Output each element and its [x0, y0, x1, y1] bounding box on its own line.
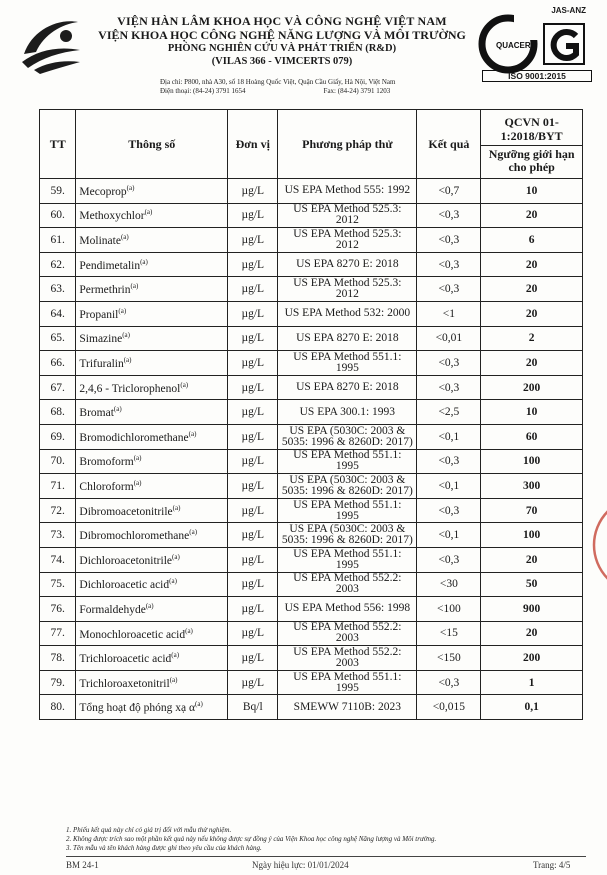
unit: µg/L — [228, 326, 278, 351]
parameter-cell — [76, 498, 228, 523]
parameter-cell — [76, 597, 228, 622]
parameter-name: Dichloroacetonitrile — [79, 554, 173, 567]
result: <0,01 — [417, 326, 481, 351]
parameter-note: (a) — [169, 577, 177, 586]
table-row — [40, 400, 583, 425]
table-row — [40, 621, 583, 646]
jas-anz-label: JAS-ANZ — [551, 6, 586, 15]
table-row — [40, 301, 583, 326]
row-number: 67. — [40, 375, 76, 400]
footnote-2: 2. Không được trích sao một phần kết quả này nếu không được sự đồng ý của Viện Khoa học công nghệ Năng lượng và Môi trường. — [66, 835, 437, 843]
parameter-cell — [76, 252, 228, 277]
parameter-name: Formaldehyde — [79, 603, 146, 616]
parameter-cell — [76, 326, 228, 351]
test-method: US EPA (5030C: 2003 & 5035: 1996 & 8260D: 2017) — [278, 424, 417, 449]
row-number: 59. — [40, 179, 76, 204]
test-method: US EPA Method 552.2: 2003 — [278, 646, 417, 671]
unit: µg/L — [228, 646, 278, 671]
parameter-cell — [76, 179, 228, 204]
table-row — [40, 474, 583, 499]
fax: Fax: (84-24) 3791 1203 — [323, 87, 391, 95]
parameter-note: (a) — [123, 356, 132, 365]
row-number: 75. — [40, 572, 76, 597]
header-tt: TT — [40, 110, 76, 179]
result: <0,1 — [417, 424, 481, 449]
row-number: 68. — [40, 400, 76, 425]
quacert-label: QUACERT — [496, 41, 536, 50]
row-number: 70. — [40, 449, 76, 474]
results-table — [39, 109, 583, 720]
parameter-cell — [76, 621, 228, 646]
iso-label: ISO 9001:2015 — [482, 70, 592, 82]
table-row — [40, 203, 583, 228]
parameter-cell — [76, 547, 228, 572]
limit: 300 — [481, 474, 583, 499]
result: <0,015 — [417, 695, 481, 720]
table-row — [40, 424, 583, 449]
result: <0,3 — [417, 277, 481, 302]
parameter-note: (a) — [180, 380, 189, 389]
limit: 900 — [481, 597, 583, 622]
table-row — [40, 646, 583, 671]
parameter-cell — [76, 449, 228, 474]
table-body — [40, 179, 583, 720]
result: <0,7 — [417, 179, 481, 204]
test-method: US EPA 8270 E: 2018 — [278, 252, 417, 277]
organization-block — [92, 14, 472, 68]
test-method: US EPA 300.1: 1993 — [278, 400, 417, 425]
limit: 0,1 — [481, 695, 583, 720]
limit: 20 — [481, 547, 583, 572]
org-line-1: VIỆN HÀN LÂM KHOA HỌC VÀ CÔNG NGHỆ VIỆT NAM — [117, 14, 447, 28]
table-row — [40, 351, 583, 376]
parameter-name: Trichloroaxetonitril — [79, 677, 170, 690]
limit: 20 — [481, 252, 583, 277]
parameter-note: (a) — [126, 183, 135, 192]
result: <0,3 — [417, 228, 481, 253]
parameter-name: Bromodichloromethane — [79, 431, 189, 444]
parameter-note: (a) — [172, 503, 181, 512]
test-method: US EPA Method 551.1: 1995 — [278, 498, 417, 523]
parameter-name: Permethrin — [79, 284, 131, 297]
certification-logo — [474, 6, 592, 82]
parameter-cell — [76, 424, 228, 449]
test-method: US EPA Method 551.1: 1995 — [278, 351, 417, 376]
unit: µg/L — [228, 252, 278, 277]
parameter-note: (a) — [185, 626, 193, 635]
result: <150 — [417, 646, 481, 671]
unit: µg/L — [228, 179, 278, 204]
result: <2,5 — [417, 400, 481, 425]
parameter-name: Trichloroacetic acid — [79, 652, 172, 665]
result: <0,3 — [417, 449, 481, 474]
unit: µg/L — [228, 449, 278, 474]
row-number: 79. — [40, 670, 76, 695]
parameter-cell — [76, 301, 228, 326]
test-method: US EPA 8270 E: 2018 — [278, 326, 417, 351]
unit: µg/L — [228, 375, 278, 400]
table-row — [40, 326, 583, 351]
quacert-icon — [474, 12, 592, 76]
test-method: US EPA Method 551.1: 1995 — [278, 547, 417, 572]
limit: 10 — [481, 179, 583, 204]
unit: µg/L — [228, 547, 278, 572]
test-method: US EPA Method 551.1: 1995 — [278, 670, 417, 695]
unit: µg/L — [228, 597, 278, 622]
header-limit-standard: QCVN 01-1:2018/BYT — [481, 113, 582, 146]
letterhead — [0, 0, 607, 100]
table-row — [40, 375, 583, 400]
test-method: US EPA Method 525.3: 2012 — [278, 228, 417, 253]
row-number: 63. — [40, 277, 76, 302]
org-line-4: (VILAS 366 - VIMCERTS 079) — [211, 56, 353, 67]
phone: Điện thoại: (84-24) 3791 1654 — [160, 87, 246, 95]
table-row — [40, 547, 583, 572]
parameter-name: Monochloroacetic acid — [79, 628, 186, 641]
unit: µg/L — [228, 228, 278, 253]
page-number: Trang: 4/5 — [533, 860, 571, 870]
unit: µg/L — [228, 670, 278, 695]
table-row — [40, 449, 583, 474]
test-method: US EPA Method 532: 2000 — [278, 301, 417, 326]
limit: 200 — [481, 646, 583, 671]
row-number: 65. — [40, 326, 76, 351]
parameter-name: Pendimetalin — [79, 259, 141, 272]
red-stamp — [590, 490, 607, 600]
limit: 50 — [481, 572, 583, 597]
parameter-cell — [76, 203, 228, 228]
parameter-note: (a) — [189, 528, 198, 537]
result: <0,3 — [417, 203, 481, 228]
parameter-cell — [76, 277, 228, 302]
parameter-name: Molinate — [79, 234, 121, 247]
result: <1 — [417, 301, 481, 326]
parameter-name: Propanil — [79, 308, 119, 321]
parameter-note: (a) — [140, 257, 148, 266]
unit: µg/L — [228, 572, 278, 597]
parameter-cell — [76, 646, 228, 671]
result: <0,3 — [417, 547, 481, 572]
parameter-note: (a) — [171, 651, 180, 660]
test-method: US EPA Method 525.3: 2012 — [278, 277, 417, 302]
parameter-name: Methoxychlor — [79, 210, 145, 223]
table-row — [40, 597, 583, 622]
footer-divider — [66, 856, 586, 857]
parameter-cell — [76, 695, 228, 720]
result: <0,1 — [417, 523, 481, 548]
table-row — [40, 523, 583, 548]
test-method: US EPA (5030C: 2003 & 5035: 1996 & 8260D: 2017) — [278, 474, 417, 499]
row-number: 60. — [40, 203, 76, 228]
unit: µg/L — [228, 301, 278, 326]
row-number: 76. — [40, 597, 76, 622]
header-method: Phương pháp thử — [278, 110, 417, 179]
parameter-cell — [76, 228, 228, 253]
row-number: 73. — [40, 523, 76, 548]
parameter-note: (a) — [188, 429, 197, 438]
test-method: US EPA Method 552.2: 2003 — [278, 621, 417, 646]
org-line-2: VIỆN KHOA HỌC CÔNG NGHỆ NĂNG LƯỢNG VÀ MÔI TRƯỜNG — [98, 28, 466, 42]
table-row — [40, 695, 583, 720]
test-method: US EPA (5030C: 2003 & 5035: 1996 & 8260D: 2017) — [278, 523, 417, 548]
result: <0,3 — [417, 670, 481, 695]
unit: µg/L — [228, 498, 278, 523]
parameter-name: Trifuralin — [79, 357, 124, 370]
row-number: 78. — [40, 646, 76, 671]
test-method: SMEWW 7110B: 2023 — [278, 695, 417, 720]
limit: 10 — [481, 400, 583, 425]
effective-date: Ngày hiệu lực: 01/01/2024 — [252, 860, 349, 870]
limit: 60 — [481, 424, 583, 449]
unit: Bq/l — [228, 695, 278, 720]
parameter-note: (a) — [120, 233, 129, 242]
parameter-cell — [76, 523, 228, 548]
result: <0,3 — [417, 375, 481, 400]
parameter-name: Dibromoacetonitrile — [79, 505, 173, 518]
table-row — [40, 179, 583, 204]
table-header-row — [40, 110, 583, 179]
result: <15 — [417, 621, 481, 646]
unit: µg/L — [228, 351, 278, 376]
parameter-cell — [76, 572, 228, 597]
parameter-name: Chloroform — [79, 480, 134, 493]
institute-logo — [18, 10, 84, 76]
unit: µg/L — [228, 474, 278, 499]
test-method: US EPA Method 525.3: 2012 — [278, 203, 417, 228]
parameter-name: 2,4,6 - Triclorophenol — [79, 382, 181, 395]
contact-info — [160, 78, 395, 96]
unit: µg/L — [228, 424, 278, 449]
table-row — [40, 498, 583, 523]
footnotes — [66, 826, 436, 853]
parameter-name: Mecoprop — [79, 185, 127, 198]
test-method: US EPA Method 552.2: 2003 — [278, 572, 417, 597]
parameter-note: (a) — [169, 675, 178, 684]
limit: 20 — [481, 351, 583, 376]
unit: µg/L — [228, 621, 278, 646]
limit: 1 — [481, 670, 583, 695]
row-number: 64. — [40, 301, 76, 326]
limit: 20 — [481, 301, 583, 326]
parameter-cell — [76, 670, 228, 695]
limit: 200 — [481, 375, 583, 400]
footnote-3: 3. Tên mẫu và tên khách hàng được ghi theo yêu cầu của khách hàng. — [66, 844, 262, 852]
table-row — [40, 572, 583, 597]
result: <0,3 — [417, 252, 481, 277]
header-param: Thông số — [76, 110, 228, 179]
header-result: Kết quả — [417, 110, 481, 179]
org-line-3: PHÒNG NGHIÊN CỨU VÀ PHÁT TRIỂN (R&D) — [167, 43, 397, 54]
row-number: 74. — [40, 547, 76, 572]
limit: 6 — [481, 228, 583, 253]
test-method: US EPA Method 556: 1998 — [278, 597, 417, 622]
test-method: US EPA Method 555: 1992 — [278, 179, 417, 204]
table-row — [40, 277, 583, 302]
limit: 20 — [481, 203, 583, 228]
address: Địa chỉ: P800, nhà A30, số 18 Hoàng Quốc Việt, Quận Cầu Giấy, Hà Nội, Việt Nam — [160, 78, 396, 86]
limit: 20 — [481, 277, 583, 302]
parameter-note: (a) — [133, 454, 142, 463]
header-limit — [481, 110, 583, 179]
result: <0,3 — [417, 498, 481, 523]
limit: 2 — [481, 326, 583, 351]
parameter-cell — [76, 351, 228, 376]
parameter-note: (a) — [133, 479, 142, 487]
table-row — [40, 252, 583, 277]
parameter-note: (a) — [130, 282, 139, 291]
result: <0,1 — [417, 474, 481, 499]
result: <0,3 — [417, 351, 481, 376]
parameter-name: Dichloroacetic acid — [79, 579, 170, 592]
row-number: 69. — [40, 424, 76, 449]
result: <30 — [417, 572, 481, 597]
limit: 70 — [481, 498, 583, 523]
table-row — [40, 670, 583, 695]
test-method: US EPA Method 551.1: 1995 — [278, 449, 417, 474]
parameter-note: (a) — [172, 552, 180, 561]
row-number: 72. — [40, 498, 76, 523]
parameter-cell — [76, 400, 228, 425]
test-method: US EPA 8270 E: 2018 — [278, 375, 417, 400]
parameter-note: (a) — [145, 601, 154, 610]
header-unit: Đơn vị — [228, 110, 278, 179]
row-number: 80. — [40, 695, 76, 720]
header-limit-description: Ngưỡng giới hạn cho phép — [488, 146, 575, 174]
parameter-name: Tổng hoạt độ phóng xạ α — [79, 702, 195, 715]
limit: 20 — [481, 621, 583, 646]
parameter-cell — [76, 474, 228, 499]
row-number: 62. — [40, 252, 76, 277]
parameter-note: (a) — [195, 700, 203, 709]
limit: 100 — [481, 449, 583, 474]
row-number: 71. — [40, 474, 76, 499]
footnote-1: 1. Phiếu kết quả này chỉ có giá trị đối với mẫu thử nghiệm. — [66, 826, 232, 834]
parameter-note: (a) — [122, 331, 130, 340]
limit: 100 — [481, 523, 583, 548]
row-number: 61. — [40, 228, 76, 253]
parameter-note: (a) — [118, 306, 127, 315]
row-number: 66. — [40, 351, 76, 376]
parameter-note: (a) — [144, 208, 153, 217]
parameter-name: Dibromochloromethane — [79, 530, 190, 543]
unit: µg/L — [228, 400, 278, 425]
parameter-note: (a) — [113, 405, 122, 414]
unit: µg/L — [228, 523, 278, 548]
parameter-name: Bromat — [79, 407, 114, 420]
result: <100 — [417, 597, 481, 622]
parameter-cell — [76, 375, 228, 400]
row-number: 77. — [40, 621, 76, 646]
table-row — [40, 228, 583, 253]
form-code: BM 24-1 — [66, 860, 99, 870]
unit: µg/L — [228, 277, 278, 302]
parameter-name: Simazine — [79, 333, 123, 346]
parameter-name: Bromoform — [79, 456, 134, 469]
unit: µg/L — [228, 203, 278, 228]
